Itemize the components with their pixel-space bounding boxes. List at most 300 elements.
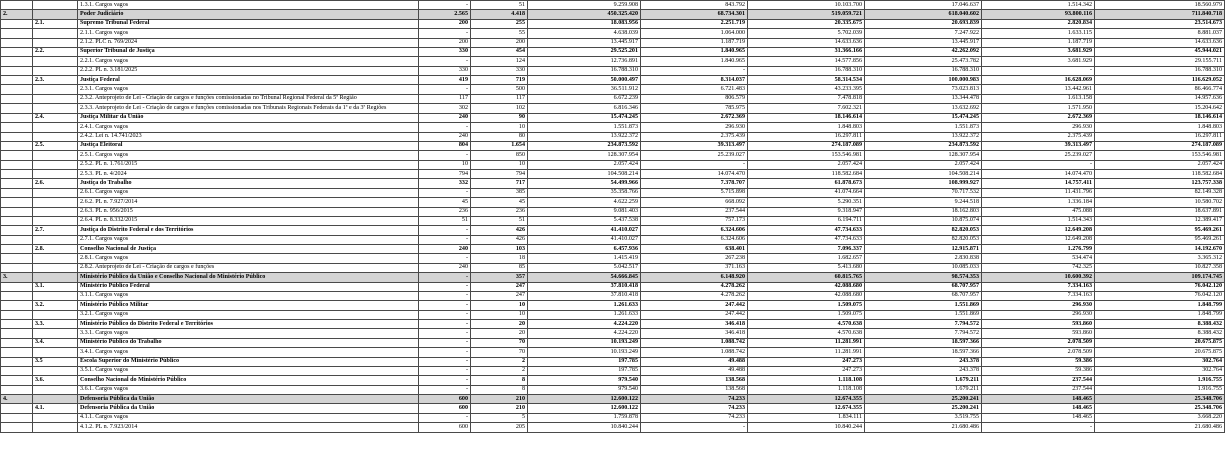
cell-m3: 1.509.075	[748, 310, 865, 319]
cell-lvl2: 2.8.	[33, 245, 78, 254]
cell-m3: 153.546.981	[748, 151, 865, 160]
cell-lvl1	[1, 357, 33, 366]
cell-n2: 200	[471, 38, 528, 47]
cell-n2: 236	[471, 207, 528, 216]
cell-m3: 11.281.991	[748, 348, 865, 357]
cell-desc: 2.4.1. Cargos vagos	[78, 123, 419, 132]
cell-n2: 8	[471, 376, 528, 385]
cell-m3: 5.413.680	[748, 263, 865, 272]
cell-desc: 3.3.1. Cargos vagos	[78, 329, 419, 338]
cell-desc: 2.3.2. Anteprojeto de Lei - Criação de cargos e funções comissionadas no Tribunal Regional Federal da 5ª Região	[78, 94, 419, 104]
cell-lvl1	[1, 66, 33, 75]
table-row	[1, 198, 1225, 207]
cell-m3: 61.878.673	[748, 179, 865, 188]
cell-m4: 13.922.372	[865, 132, 982, 141]
cell-n1: 51	[419, 216, 471, 225]
cell-desc: 2.8.2. Anteprojeto de Lei - Criação de cargos e funções	[78, 263, 419, 272]
cell-lvl1	[1, 76, 33, 85]
cell-n1: -	[419, 413, 471, 422]
cell-m4: 18.597.366	[865, 338, 982, 347]
cell-lvl2	[33, 66, 78, 75]
cell-m2: 6.148.920	[641, 273, 748, 282]
cell-m3: 16.788.310	[748, 66, 865, 75]
cell-m3: 20.335.675	[748, 19, 865, 28]
cell-m2: 1.840.965	[641, 47, 748, 56]
cell-lvl2: 3.3.	[33, 320, 78, 329]
cell-n1: 2.565	[419, 10, 471, 19]
cell-desc: 2.6.1. Cargos vagos	[78, 188, 419, 197]
cell-lvl1	[1, 245, 33, 254]
cell-lvl2: 2.4.	[33, 113, 78, 122]
cell-desc: Escola Superior do Ministério Público	[78, 357, 419, 366]
cell-lvl2: 3.2.	[33, 301, 78, 310]
cell-lvl1	[1, 423, 33, 432]
cell-m3: 1.509.075	[748, 301, 865, 310]
cell-m6: 302.764	[1095, 357, 1225, 366]
cell-lvl2	[33, 348, 78, 357]
cell-lvl2	[33, 263, 78, 272]
cell-m6: 118.582.684	[1095, 170, 1225, 179]
cell-lvl1	[1, 151, 33, 160]
cell-desc: 4.1.2. PL n. 7.923/2014	[78, 423, 419, 432]
cell-m1: 4.638.039	[528, 29, 641, 38]
cell-m2: 1.088.742	[641, 338, 748, 347]
table-row	[1, 151, 1225, 160]
cell-m1: 10.840.244	[528, 423, 641, 432]
cell-n2: 124	[471, 57, 528, 66]
cell-n1: -	[419, 310, 471, 319]
cell-m4: 1.679.211	[865, 376, 982, 385]
cell-m1: 12.736.891	[528, 57, 641, 66]
cell-lvl2	[33, 207, 78, 216]
cell-n2: 103	[471, 245, 528, 254]
cell-m1: 1.415.419	[528, 254, 641, 263]
cell-desc: 3.5.1. Cargos vagos	[78, 366, 419, 375]
cell-n2: 247	[471, 282, 528, 291]
cell-n1: -	[419, 357, 471, 366]
cell-m4: 73.023.813	[865, 85, 982, 94]
cell-desc: Justiça do Trabalho	[78, 179, 419, 188]
cell-n2: 117	[471, 94, 528, 104]
cell-m5: 1.633.115	[982, 29, 1095, 38]
cell-m2: 14.074.470	[641, 170, 748, 179]
cell-desc: 2.3.3. Anteprojeto de Lei - Criação de cargos e funções comissionadas nos Tribunais Regionais Federais da 1ª e da 3ª Regiões	[78, 104, 419, 114]
cell-lvl1	[1, 132, 33, 141]
cell-n1: 240	[419, 113, 471, 122]
cell-m5: 1.276.799	[982, 245, 1095, 254]
cell-m3: 18.146.614	[748, 113, 865, 122]
cell-m3: 4.570.638	[748, 329, 865, 338]
cell-m5: -	[982, 160, 1095, 169]
table-row	[1, 1, 1225, 10]
cell-m1: 5.437.538	[528, 216, 641, 225]
cell-lvl2: 3.5	[33, 357, 78, 366]
cell-desc: 3.6.1. Cargos vagos	[78, 385, 419, 394]
table-row	[1, 141, 1225, 150]
cell-m3: 1.118.108	[748, 376, 865, 385]
cell-lvl1	[1, 38, 33, 47]
cell-lvl1	[1, 207, 33, 216]
cell-m6: 10.580.702	[1095, 198, 1225, 207]
cell-lvl2	[33, 310, 78, 319]
cell-desc: 4.1.1. Cargos vagos	[78, 413, 419, 422]
cell-n2: 4.418	[471, 10, 528, 19]
cell-m4: 1.551.869	[865, 301, 982, 310]
cell-m5: 16.628.069	[982, 76, 1095, 85]
cell-m2: 4.278.262	[641, 291, 748, 300]
table-row	[1, 329, 1225, 338]
cell-m3: 42.088.680	[748, 282, 865, 291]
cell-m6: 274.187.089	[1095, 141, 1225, 150]
cell-m5: 13.442.961	[982, 85, 1095, 94]
cell-m1: 10.193.249	[528, 338, 641, 347]
cell-m4: 25.200.241	[865, 395, 982, 404]
cell-lvl2	[33, 235, 78, 244]
table-row	[1, 94, 1225, 104]
cell-m5: 2.375.439	[982, 132, 1095, 141]
cell-n2: 70	[471, 338, 528, 347]
cell-lvl2	[33, 273, 78, 282]
cell-n1: 332	[419, 179, 471, 188]
cell-m2: 74.233	[641, 404, 748, 413]
cell-m5: 2.820.834	[982, 19, 1095, 28]
cell-m6: 14.192.670	[1095, 245, 1225, 254]
cell-n1: 600	[419, 423, 471, 432]
cell-n2: 51	[471, 1, 528, 10]
cell-n2: 90	[471, 113, 528, 122]
cell-m6: 2.057.424	[1095, 160, 1225, 169]
cell-n2: 2	[471, 357, 528, 366]
cell-lvl1	[1, 85, 33, 94]
cell-m4: 7.794.572	[865, 329, 982, 338]
cell-m4: 10.085.033	[865, 263, 982, 272]
cell-m3: 118.582.684	[748, 170, 865, 179]
cell-m4: 42.262.092	[865, 47, 982, 56]
cell-n2: 719	[471, 76, 528, 85]
cell-n1: -	[419, 123, 471, 132]
cell-m1: 9.081.403	[528, 207, 641, 216]
table-row	[1, 123, 1225, 132]
table-row	[1, 413, 1225, 422]
cell-m2: 371.163	[641, 263, 748, 272]
cell-lvl1	[1, 94, 33, 104]
cell-m4: 13.632.692	[865, 104, 982, 114]
cell-m4: 104.508.214	[865, 170, 982, 179]
cell-m2: 296.930	[641, 123, 748, 132]
cell-n2: 45	[471, 198, 528, 207]
cell-m5: 148.465	[982, 404, 1095, 413]
cell-lvl2	[33, 160, 78, 169]
cell-n1: 200	[419, 38, 471, 47]
cell-n1: -	[419, 329, 471, 338]
cell-m1: 54.499.966	[528, 179, 641, 188]
cell-m3: 247.273	[748, 357, 865, 366]
cell-m2: -	[641, 160, 748, 169]
cell-lvl2	[33, 366, 78, 375]
cell-m1: 36.511.912	[528, 85, 641, 94]
cell-n1: -	[419, 338, 471, 347]
table-row	[1, 376, 1225, 385]
cell-m3: 7.478.818	[748, 94, 865, 104]
cell-lvl1	[1, 19, 33, 28]
table-row	[1, 348, 1225, 357]
cell-desc: 3.1.1. Cargos vagos	[78, 291, 419, 300]
cell-m6: 82.149.328	[1095, 188, 1225, 197]
cell-m2: -	[641, 66, 748, 75]
table-row	[1, 357, 1225, 366]
cell-m5: 3.681.929	[982, 47, 1095, 56]
cell-lvl1	[1, 338, 33, 347]
cell-desc: 2.5.2. PL n. 1.761/2015	[78, 160, 419, 169]
cell-lvl1	[1, 366, 33, 375]
cell-lvl1	[1, 141, 33, 150]
cell-m6: 25.348.706	[1095, 395, 1225, 404]
table-row	[1, 404, 1225, 413]
cell-desc: 2.6.4. PL n. 8.332/2015	[78, 216, 419, 225]
cell-lvl2	[33, 216, 78, 225]
cell-n1: -	[419, 385, 471, 394]
cell-n1: 236	[419, 207, 471, 216]
cell-m2: 757.173	[641, 216, 748, 225]
cell-n2: 357	[471, 273, 528, 282]
cell-lvl1	[1, 291, 33, 300]
cell-lvl1	[1, 263, 33, 272]
cell-lvl2	[33, 329, 78, 338]
cell-m4: 16.788.310	[865, 66, 982, 75]
table-row	[1, 338, 1225, 347]
cell-m5: 296.930	[982, 123, 1095, 132]
cell-n2: 10	[471, 160, 528, 169]
table-row	[1, 291, 1225, 300]
cell-m4: 618.040.602	[865, 10, 982, 19]
cell-lvl1	[1, 301, 33, 310]
cell-n2: 247	[471, 291, 528, 300]
cell-lvl1	[1, 170, 33, 179]
table-row	[1, 57, 1225, 66]
table-row	[1, 385, 1225, 394]
cell-n1: -	[419, 348, 471, 357]
cell-lvl1	[1, 376, 33, 385]
cell-m6: 16.788.310	[1095, 66, 1225, 75]
table-row	[1, 38, 1225, 47]
table-row	[1, 160, 1225, 169]
table-row	[1, 104, 1225, 114]
cell-lvl2: 4.1.	[33, 404, 78, 413]
cell-m6: 8.881.037	[1095, 29, 1225, 38]
cell-m2: 2.251.719	[641, 19, 748, 28]
cell-n1: 600	[419, 395, 471, 404]
cell-desc: Conselho Nacional do Ministério Público	[78, 376, 419, 385]
cell-m6: 711.840.718	[1095, 10, 1225, 19]
cell-m2: 346.418	[641, 320, 748, 329]
cell-m5: 534.474	[982, 254, 1095, 263]
cell-lvl2	[33, 38, 78, 47]
cell-lvl2	[33, 423, 78, 432]
cell-m6: 20.675.875	[1095, 338, 1225, 347]
cell-m4: 243.378	[865, 366, 982, 375]
cell-m4: 1.679.211	[865, 385, 982, 394]
cell-m5: 59.386	[982, 357, 1095, 366]
cell-desc: 2.6.2. PL n. 7.927/2014	[78, 198, 419, 207]
cell-n1: 600	[419, 404, 471, 413]
cell-m2: 8.314.037	[641, 76, 748, 85]
cell-lvl2	[33, 10, 78, 19]
cell-m2: 247.442	[641, 310, 748, 319]
cell-m4: 1.551.869	[865, 310, 982, 319]
table-row	[1, 245, 1225, 254]
cell-m5: 14.757.411	[982, 179, 1095, 188]
cell-n1: 10	[419, 160, 471, 169]
cell-m6: 8.388.432	[1095, 329, 1225, 338]
cell-m4: 10.875.074	[865, 216, 982, 225]
cell-m4: 82.820.053	[865, 235, 982, 244]
cell-desc: Superior Tribunal de Justiça	[78, 47, 419, 56]
cell-desc: Supremo Tribunal Federal	[78, 19, 419, 28]
cell-desc: Ministério Público Militar	[78, 301, 419, 310]
cell-n1: 804	[419, 141, 471, 150]
cell-lvl1	[1, 216, 33, 225]
cell-n2: 102	[471, 104, 528, 114]
cell-n2: 2	[471, 366, 528, 375]
cell-lvl1	[1, 404, 33, 413]
cell-n1: 240	[419, 132, 471, 141]
cell-m3: 12.674.355	[748, 395, 865, 404]
cell-lvl2	[33, 151, 78, 160]
cell-m4: 13.344.478	[865, 94, 982, 104]
cell-m6: 25.348.706	[1095, 404, 1225, 413]
cell-desc: Ministério Público da União e Conselho Nacional do Ministério Público	[78, 273, 419, 282]
cell-m4: 12.915.871	[865, 245, 982, 254]
cell-m2: 74.233	[641, 395, 748, 404]
cell-m6: 109.174.745	[1095, 273, 1225, 282]
cell-m2: 638.401	[641, 245, 748, 254]
cell-n2: 8	[471, 385, 528, 394]
cell-m5: 237.544	[982, 385, 1095, 394]
cell-m3: 5.290.351	[748, 198, 865, 207]
table-row	[1, 179, 1225, 188]
cell-desc: Poder Judiciário	[78, 10, 419, 19]
cell-lvl1	[1, 226, 33, 235]
cell-m2: 6.324.606	[641, 235, 748, 244]
cell-lvl1	[1, 235, 33, 244]
cell-lvl1	[1, 348, 33, 357]
cell-m6: 29.155.711	[1095, 57, 1225, 66]
cell-n1: -	[419, 376, 471, 385]
cell-m6: 20.675.875	[1095, 348, 1225, 357]
cell-m2: 2.375.439	[641, 132, 748, 141]
table-row	[1, 66, 1225, 75]
cell-m2: 39.313.497	[641, 141, 748, 150]
cell-m3: 10.103.700	[748, 1, 865, 10]
cell-m1: 9.259.908	[528, 1, 641, 10]
cell-n1: 419	[419, 76, 471, 85]
cell-desc: 3.4.1. Cargos vagos	[78, 348, 419, 357]
cell-lvl2	[33, 104, 78, 114]
cell-m4: 2.830.838	[865, 254, 982, 263]
cell-m6: 18.560.979	[1095, 1, 1225, 10]
table-row	[1, 226, 1225, 235]
cell-m6: 153.546.981	[1095, 151, 1225, 160]
cell-n1: -	[419, 85, 471, 94]
cell-lvl2	[33, 254, 78, 263]
cell-m1: 6.672.239	[528, 94, 641, 104]
cell-lvl1	[1, 179, 33, 188]
cell-m3: 14.633.636	[748, 38, 865, 47]
cell-n1: -	[419, 235, 471, 244]
cell-m3: 2.057.424	[748, 160, 865, 169]
cell-desc: 2.6.3. PL n. 956/2015	[78, 207, 419, 216]
cell-lvl1	[1, 254, 33, 263]
cell-desc: 2.5.1. Cargos vagos	[78, 151, 419, 160]
cell-m4: 15.474.245	[865, 113, 982, 122]
cell-lvl1	[1, 29, 33, 38]
cell-lvl1	[1, 123, 33, 132]
cell-m6: 21.680.486	[1095, 423, 1225, 432]
cell-m5: 742.325	[982, 263, 1095, 272]
cell-m3: 14.577.856	[748, 57, 865, 66]
cell-m1: 197.785	[528, 366, 641, 375]
cell-lvl1	[1, 282, 33, 291]
cell-m1: 5.042.517	[528, 263, 641, 272]
cell-desc: Defensoria Pública da União	[78, 404, 419, 413]
cell-m6: 1.848.799	[1095, 310, 1225, 319]
cell-m5: 12.649.208	[982, 226, 1095, 235]
cell-lvl2	[33, 291, 78, 300]
cell-m3: 16.297.811	[748, 132, 865, 141]
cell-m5: 237.544	[982, 376, 1095, 385]
cell-n2: 55	[471, 29, 528, 38]
cell-lvl2: 2.1.	[33, 19, 78, 28]
cell-m3: 1.682.657	[748, 254, 865, 263]
cell-desc: 2.5.3. PL n. 4/2024	[78, 170, 419, 179]
cell-m5: 11.431.796	[982, 188, 1095, 197]
table-row	[1, 423, 1225, 432]
cell-m6: 1.916.755	[1095, 385, 1225, 394]
cell-desc: Defensoria Pública da União	[78, 395, 419, 404]
cell-lvl2	[33, 94, 78, 104]
table-row	[1, 254, 1225, 263]
cell-m5: 12.649.208	[982, 235, 1095, 244]
cell-m2: 6.721.483	[641, 85, 748, 94]
table-row	[1, 47, 1225, 56]
cell-m6: 23.514.673	[1095, 19, 1225, 28]
cell-m3: 519.059.721	[748, 10, 865, 19]
cell-m4: 9.244.518	[865, 198, 982, 207]
cell-m1: 234.873.592	[528, 141, 641, 150]
cell-m4: 243.378	[865, 357, 982, 366]
cell-m1: 37.810.418	[528, 291, 641, 300]
cell-n2: 500	[471, 85, 528, 94]
cell-m2: 4.278.262	[641, 282, 748, 291]
table-row	[1, 132, 1225, 141]
cell-m2: 1.064.000	[641, 29, 748, 38]
cell-n1: -	[419, 29, 471, 38]
cell-m3: 42.088.680	[748, 291, 865, 300]
cell-m6: 3.668.220	[1095, 413, 1225, 422]
cell-m3: 47.734.633	[748, 226, 865, 235]
cell-desc: 3.2.1. Cargos vagos	[78, 310, 419, 319]
cell-m5: 1.571.950	[982, 104, 1095, 114]
cell-desc: Conselho Nacional de Justiça	[78, 245, 419, 254]
cell-lvl1: 3.	[1, 273, 33, 282]
cell-n1: -	[419, 226, 471, 235]
cell-m6: 18.146.614	[1095, 113, 1225, 122]
cell-m5: 39.313.497	[982, 141, 1095, 150]
cell-lvl1	[1, 113, 33, 122]
cell-m1: 6.816.346	[528, 104, 641, 114]
cell-m1: 2.057.424	[528, 160, 641, 169]
cell-lvl1	[1, 188, 33, 197]
